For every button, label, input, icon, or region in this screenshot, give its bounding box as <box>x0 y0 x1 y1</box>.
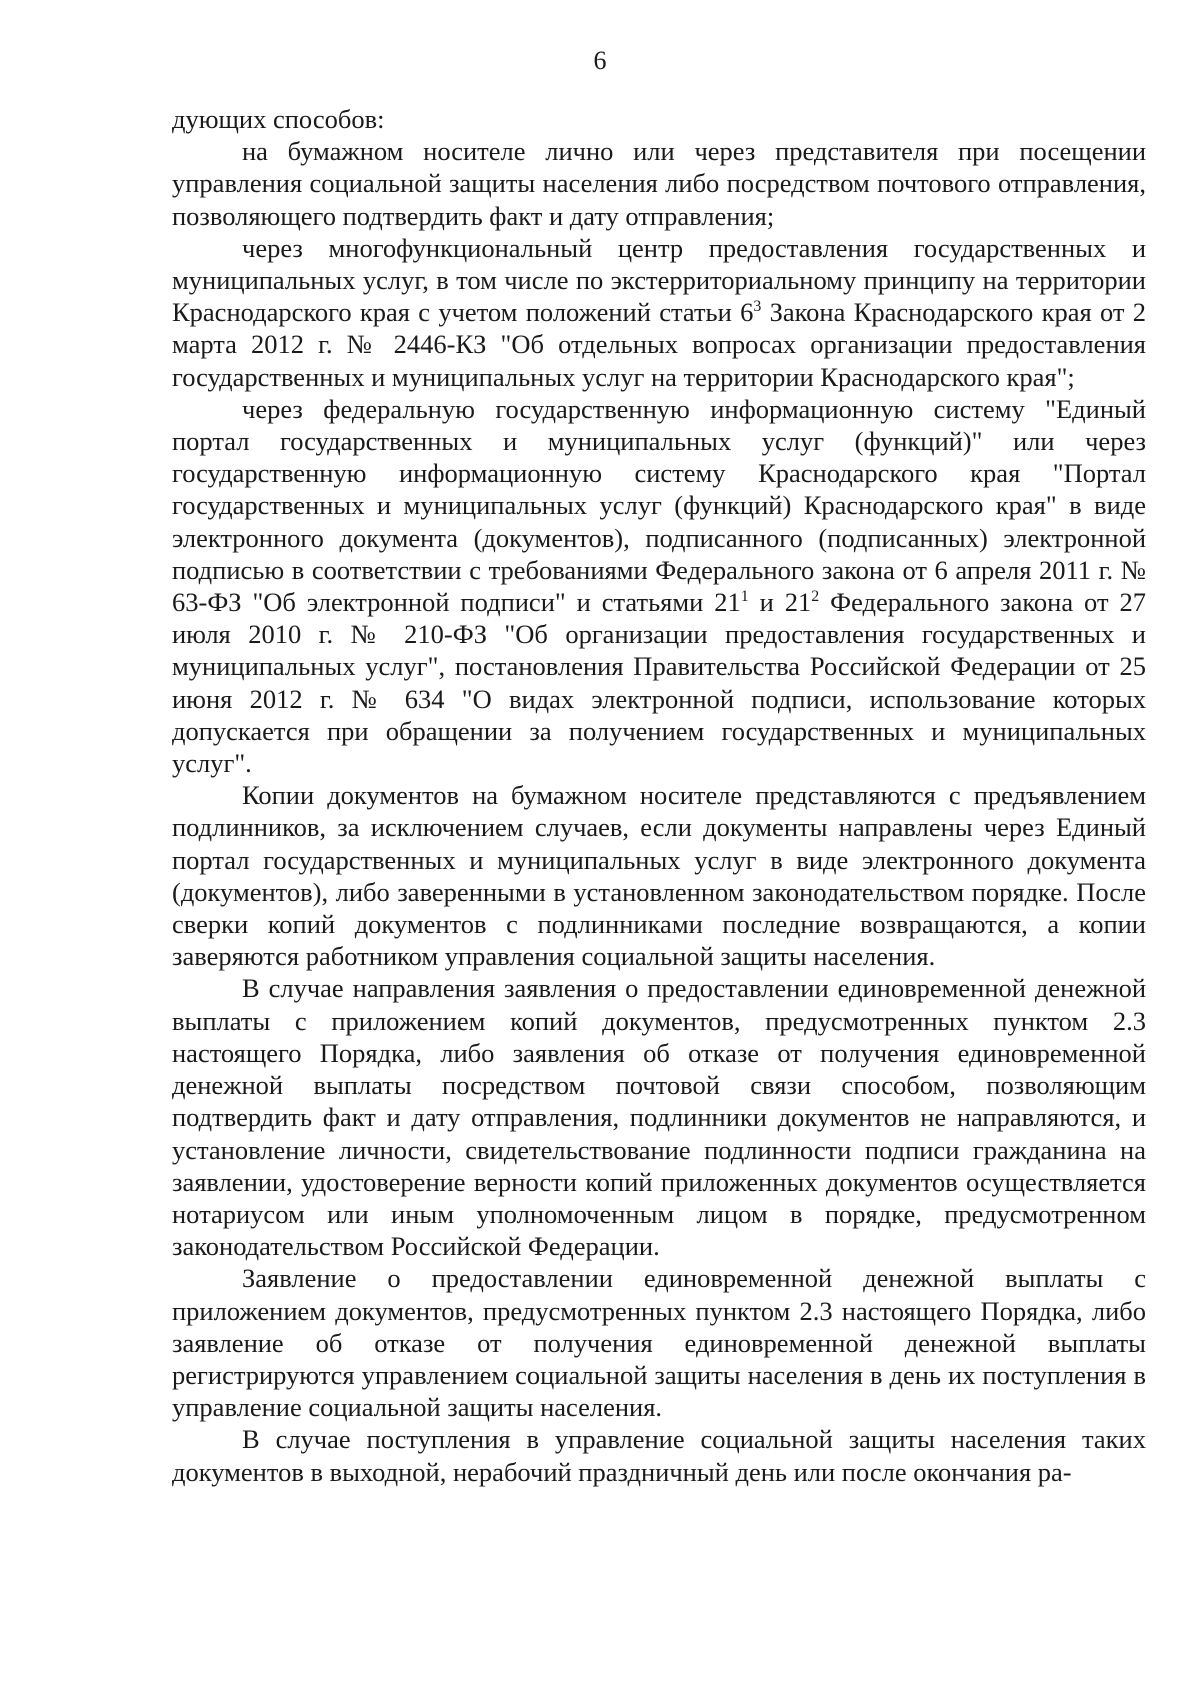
paragraph-text: Закона Краснодарского края от 2 марта 2012 г. № 2446-КЗ "Об отдельных вопросах организации предоставления государственных и муниципальных услуг на территории Краснодарского края"; <box>172 297 1146 392</box>
document-body <box>172 103 1146 1488</box>
paragraph-text: Копии документов на бумажном носителе представляются с предъявлением подлинников, за исключением случаев, если документы направлены через Единый портал государственных и муниципальных услуг в виде электронного документа (документов), либо заверенными в установленном законодательством порядке. После сверки копий документов с подлинниками последние возвращаются, а копии заверяются работником управления социальной защиты населения. <box>172 780 1146 972</box>
paragraph <box>172 1423 1146 1487</box>
paragraph <box>172 393 1146 779</box>
paragraph-text: и 21 <box>748 587 812 618</box>
superscript: 3 <box>753 298 762 316</box>
superscript: 2 <box>811 588 820 606</box>
paragraph-text: через многофункциональный центр предоставления государственных и муниципальных услуг, в том числе по экстерриториальному принципу на территории Краснодарского края с учетом положений статьи 6 <box>172 232 1146 328</box>
paragraph <box>172 232 1146 393</box>
paragraph-text: Федерального закона от 27 июля 2010 г. № 210-ФЗ "Об организации предоставления государственных и муниципальных услуг", постановления Правительства Российской Федерации от 25 июня 2012 г. № 634 "О видах электронной подписи, использование которых допускается при обращении за получением государственных и муниципальных услуг". <box>172 587 1146 779</box>
paragraph-text: Заявление о предоставлении единовременной денежной выплаты с приложением документов, предусмотренных пунктом 2.3 настоящего Порядка, либо заявление об отказе от получения единовременной денежной выплаты регистрируются управлением социальной защиты населения в день их поступления в управление социальной защиты населения. <box>172 1263 1146 1423</box>
paragraph-text: через федеральную государственную информационную систему "Единый портал государственных и муниципальных услуг (функций)" или через государственную информационную систему Краснодарского края "Портал государственных и муниципальных услуг (функций) Краснодарского края" в виде электронного документа (документов), подписанного (подписанных) электронной подписью в соответствии с требованиями Федерального закона от 6 апреля 2011 г. № 63-ФЗ "Об электронной подписи" и статьями 21 <box>172 393 1146 618</box>
paragraph <box>172 972 1146 1262</box>
paragraph-text: В случае поступления в управление социальной защиты населения таких документов в выходной, нерабочий праздничный день или после окончания ра- <box>172 1424 1146 1487</box>
paragraph <box>172 779 1146 972</box>
paragraph-text: В случае направления заявления о предоставлении единовременной денежной выплаты с приложением копий документов, предусмотренных пунктом 2.3 настоящего Порядка, либо заявления об отказе от получения единовременной денежной выплаты посредством почтовой связи способом, позволяющим подтвердить факт и дату отправления, подлинники документов не направляются, и установление личности, свидетельствование подлинности подписи гражданина на заявлении, удостоверение верности копий приложенных документов осуществляется нотариусом или иным уполномоченным лицом в порядке, предусмотренном законодательством Российской Федерации. <box>172 973 1146 1262</box>
paragraph-text: на бумажном носителе лично или через представителя при посещении управления социальной защиты населения либо посредством почтового отправления, позволяющего подтвердить факт и дату отправления; <box>172 136 1146 231</box>
paragraph <box>172 103 1146 135</box>
paragraph <box>172 1262 1146 1423</box>
page-number: 6 <box>593 46 607 75</box>
paragraph <box>172 135 1146 232</box>
superscript: 1 <box>740 588 749 606</box>
paragraph-text: дующих способов: <box>172 104 385 134</box>
